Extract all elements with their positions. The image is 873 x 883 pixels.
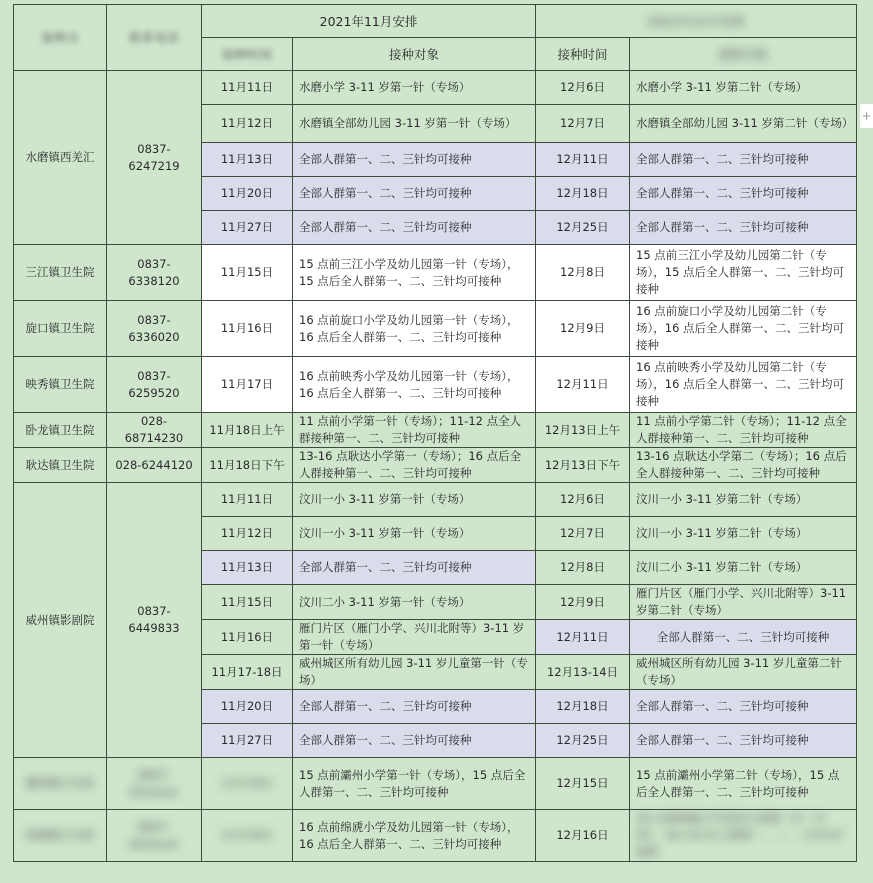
- header-nov-target: 接种对象: [293, 38, 536, 71]
- nov-time-cell: 11月27日: [202, 724, 293, 758]
- nov-target-cell: 16 点前映秀小学及幼儿园第一针（专场），16 点后全人群第一、二、三针均可接种: [293, 357, 536, 413]
- dec-time-cell: 12月11日: [536, 357, 630, 413]
- site-name: 绵虒镇卫生院: [14, 810, 107, 862]
- site-phone: 028-6244120: [107, 448, 202, 483]
- dec-target-cell: 威州城区所有幼儿园 3-11 岁儿童第二针（专场）: [630, 655, 857, 690]
- dec-target-cell: 全部人群第一、二、三针均可接种: [630, 620, 857, 655]
- dec-target-cell: 16 点前映秀小学及幼儿园第二针（专场），16 点后全人群第一、二、三针均可接种: [630, 357, 857, 413]
- dec-target-cell: 全部人群第一、二、三针均可接种: [630, 211, 857, 245]
- table-row: [14, 357, 857, 413]
- dec-target-cell: 汶川一小 3-11 岁第二针（专场）: [630, 517, 857, 551]
- dec-target-cell: 全部人群第一、二、三针均可接种: [630, 143, 857, 177]
- vaccination-schedule-table: [13, 4, 857, 862]
- nov-time-cell: 11月11日: [202, 483, 293, 517]
- dec-target-cell: 雁门片区（雁门小学、兴川北附等）3-11 岁第二针（专场）: [630, 585, 857, 620]
- dec-time-cell: 12月13-14日: [536, 655, 630, 690]
- nov-target-cell: 汶川二小 3-11 岁第一针（专场）: [293, 585, 536, 620]
- dec-target-cell: 水磨镇全部幼儿园 3-11 岁第二针（专场）: [630, 105, 857, 143]
- nov-target-cell: 水磨小学 3-11 岁第一针（专场）: [293, 71, 536, 105]
- nov-target-cell: 全部人群第一、二、三针均可接种: [293, 551, 536, 585]
- table-row: [14, 810, 857, 862]
- nov-target-cell: 雁门片区（雁门小学、兴川北附等）3-11 岁第一针（专场）: [293, 620, 536, 655]
- dec-time-cell: 12月11日: [536, 143, 630, 177]
- nov-time-cell: 11月18日上午: [202, 413, 293, 448]
- dec-time-cell: 12月18日: [536, 690, 630, 724]
- dec-target-cell: 16 点前绵虒小学及幼儿园第二针（专场），16 点后全人群第一、二、三针均可接种: [630, 810, 857, 862]
- site-phone: 0837-62xxxxx: [107, 758, 202, 810]
- dec-time-cell: 12月13日下午: [536, 448, 630, 483]
- dec-target-cell: 汶川一小 3-11 岁第二针（专场）: [630, 483, 857, 517]
- site-phone: 028-68714230: [107, 413, 202, 448]
- site-name: 威州镇影剧院: [14, 483, 107, 758]
- dec-time-cell: 12月11日: [536, 620, 630, 655]
- nov-target-cell: 全部人群第一、二、三针均可接种: [293, 211, 536, 245]
- nov-target-cell: 16 点前旋口小学及幼儿园第一针（专场），16 点后全人群第一、二、三针均可接种: [293, 301, 536, 357]
- table-row: [14, 71, 857, 105]
- nov-time-cell: 11月12日: [202, 105, 293, 143]
- dec-target-cell: 汶川二小 3-11 岁第二针（专场）: [630, 551, 857, 585]
- site-name: 灞州镇卫生院: [14, 758, 107, 810]
- dec-time-cell: 12月15日: [536, 758, 630, 810]
- dec-target-cell: 11 点前小学第二针（专场）；11-12 点全人群接种第一、二、三针均可接种: [630, 413, 857, 448]
- table-row: [14, 758, 857, 810]
- header-row-1: [14, 5, 857, 38]
- nov-time-cell: 11月16日: [202, 620, 293, 655]
- dec-target-cell: 16 点前旋口小学及幼儿园第二针（专场），16 点后全人群第一、二、三针均可接种: [630, 301, 857, 357]
- dec-target-cell: 全部人群第一、二、三针均可接种: [630, 724, 857, 758]
- nov-time-cell: 11月19日: [202, 810, 293, 862]
- nov-target-cell: 13-16 点耿达小学第一（专场）；16 点后全人群接种第一、二、三针均可接种: [293, 448, 536, 483]
- nov-time-cell: 11月19日: [202, 758, 293, 810]
- site-phone: 0837-6247219: [107, 71, 202, 245]
- header-phone: 联系电话: [107, 5, 202, 71]
- dec-time-cell: 12月8日: [536, 245, 630, 301]
- nov-target-cell: 威州城区所有幼儿园 3-11 岁儿童第一针（专场）: [293, 655, 536, 690]
- header-site: 接种点: [14, 5, 107, 71]
- nov-target-cell: 11 点前小学第一针（专场）；11-12 点全人群接种第一、二、三针均可接种: [293, 413, 536, 448]
- nov-time-cell: 11月15日: [202, 245, 293, 301]
- site-phone: 0837-6259520: [107, 357, 202, 413]
- table-row: [14, 245, 857, 301]
- site-name: 映秀镇卫生院: [14, 357, 107, 413]
- nov-time-cell: 11月18日下午: [202, 448, 293, 483]
- nov-target-cell: 汶川一小 3-11 岁第一针（专场）: [293, 517, 536, 551]
- dec-time-cell: 12月8日: [536, 551, 630, 585]
- header-nov-group: 2021年11月安排: [202, 5, 536, 38]
- dec-time-cell: 12月25日: [536, 211, 630, 245]
- dec-time-cell: 12月7日: [536, 105, 630, 143]
- nov-time-cell: 11月20日: [202, 690, 293, 724]
- dec-time-cell: 12月7日: [536, 517, 630, 551]
- vaccination-schedule-sheet: [13, 4, 856, 862]
- site-name: 卧龙镇卫生院: [14, 413, 107, 448]
- dec-time-cell: 12月16日: [536, 810, 630, 862]
- nov-time-cell: 11月12日: [202, 517, 293, 551]
- add-sheet-button[interactable]: +: [860, 104, 873, 128]
- header-dec-group: 2021年12月安排: [536, 5, 857, 38]
- nov-target-cell: 汶川一小 3-11 岁第一针（专场）: [293, 483, 536, 517]
- nov-time-cell: 11月13日: [202, 551, 293, 585]
- site-name: 耿达镇卫生院: [14, 448, 107, 483]
- nov-time-cell: 11月16日: [202, 301, 293, 357]
- header-nov-time: 接种时间: [202, 38, 293, 71]
- nov-time-cell: 11月11日: [202, 71, 293, 105]
- nov-target-cell: 全部人群第一、二、三针均可接种: [293, 177, 536, 211]
- nov-target-cell: 全部人群第一、二、三针均可接种: [293, 690, 536, 724]
- nov-time-cell: 11月20日: [202, 177, 293, 211]
- dec-time-cell: 12月6日: [536, 483, 630, 517]
- nov-time-cell: 11月27日: [202, 211, 293, 245]
- nov-time-cell: 11月17-18日: [202, 655, 293, 690]
- table-row: [14, 448, 857, 483]
- nov-target-cell: 全部人群第一、二、三针均可接种: [293, 724, 536, 758]
- site-name: 旋口镇卫生院: [14, 301, 107, 357]
- schedule-body: [14, 71, 857, 862]
- dec-target-cell: 全部人群第一、二、三针均可接种: [630, 690, 857, 724]
- table-row: [14, 483, 857, 517]
- nov-time-cell: 11月15日: [202, 585, 293, 620]
- nov-time-cell: 11月13日: [202, 143, 293, 177]
- nov-target-cell: 15 点前灞州小学第一针（专场），15 点后全人群第一、二、三针均可接种: [293, 758, 536, 810]
- nov-target-cell: 全部人群第一、二、三针均可接种: [293, 143, 536, 177]
- table-row: [14, 301, 857, 357]
- dec-target-cell: 全部人群第一、二、三针均可接种: [630, 177, 857, 211]
- nov-target-cell: 15 点前三江小学及幼儿园第一针（专场），15 点后全人群第一、二、三针均可接种: [293, 245, 536, 301]
- site-phone: 0837-62xxxx2: [107, 810, 202, 862]
- dec-time-cell: 12月6日: [536, 71, 630, 105]
- nov-target-cell: 水磨镇全部幼儿园 3-11 岁第一针（专场）: [293, 105, 536, 143]
- site-phone: 0837-6338120: [107, 245, 202, 301]
- site-phone: 0837-6336020: [107, 301, 202, 357]
- site-name: 水磨镇西羌汇: [14, 71, 107, 245]
- site-phone: 0837-6449833: [107, 483, 202, 758]
- dec-target-cell: 15 点前灞州小学第二针（专场），15 点后全人群第一、二、三针均可接种: [630, 758, 857, 810]
- nov-target-cell: 16 点前绵虒小学及幼儿园第一针（专场），16 点后全人群第一、二、三针均可接种: [293, 810, 536, 862]
- dec-target-cell: 水磨小学 3-11 岁第二针（专场）: [630, 71, 857, 105]
- header-dec-time: 接种时间: [536, 38, 630, 71]
- dec-time-cell: 12月25日: [536, 724, 630, 758]
- header-dec-target: 接种对象: [630, 38, 857, 71]
- dec-time-cell: 12月18日: [536, 177, 630, 211]
- dec-time-cell: 12月13日上午: [536, 413, 630, 448]
- dec-target-cell: 15 点前三江小学及幼儿园第二针（专场），15 点后全人群第一、二、三针均可接种: [630, 245, 857, 301]
- dec-time-cell: 12月9日: [536, 585, 630, 620]
- site-name: 三江镇卫生院: [14, 245, 107, 301]
- dec-target-cell: 13-16 点耿达小学第二（专场）；16 点后全人群接种第一、二、三针均可接种: [630, 448, 857, 483]
- nov-time-cell: 11月17日: [202, 357, 293, 413]
- dec-time-cell: 12月9日: [536, 301, 630, 357]
- table-row: [14, 413, 857, 448]
